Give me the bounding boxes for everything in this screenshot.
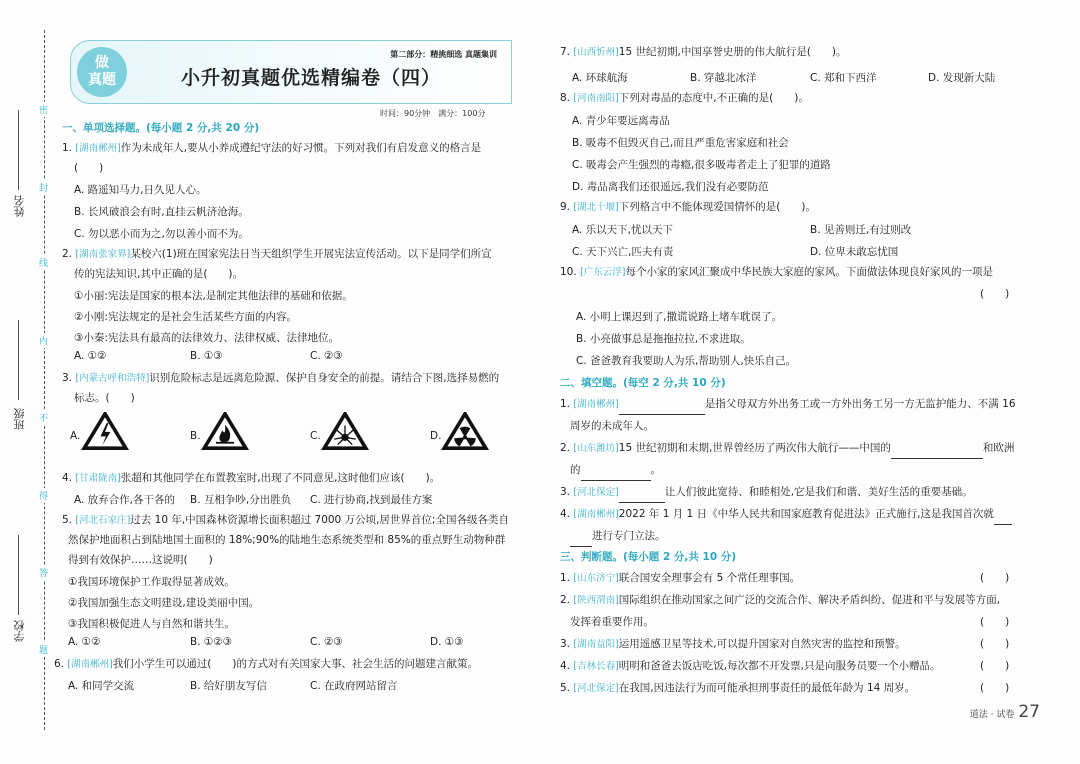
- option-b[interactable]: B. 小亮做事总是拖拖拉拉,不求进取。: [576, 333, 751, 345]
- question-6: 6. [湖南郴州]我们小学生可以通过( )的方式对有关国家大事、社会生活的问题建言献策。: [54, 658, 478, 670]
- class-label: 班级: [13, 408, 26, 430]
- statement-3: ③我国积极促进人与自然和谐共生。: [68, 618, 235, 630]
- option-d[interactable]: D. ①③: [430, 636, 464, 648]
- option-c[interactable]: C. 天下兴亡,匹夫有责: [572, 246, 674, 258]
- electric-hazard-icon[interactable]: [80, 412, 130, 450]
- question-3-line2: 标志。( ): [74, 392, 135, 404]
- option-c[interactable]: C. 勿以恶小而为之,勿以善小而不为。: [74, 228, 249, 240]
- judge-4: 4. [吉林长春]明明和爸爸去饭店吃饭,每次都不开发票,只是向服务员要一个小赠品。: [560, 660, 941, 672]
- answer-blank[interactable]: [570, 526, 592, 547]
- binding-strip: [0, 0, 60, 764]
- source-tag: [内蒙古呼和浩特]: [75, 373, 150, 384]
- school-label: 学校: [13, 620, 26, 642]
- source-tag: [山东潍坊]: [573, 443, 619, 454]
- source-tag: [广东云浮]: [580, 267, 626, 278]
- source-tag: [陕西渭南]: [573, 595, 619, 606]
- explosive-icon[interactable]: [320, 412, 370, 450]
- seal-char: 题: [39, 642, 48, 657]
- seal-char: 内: [39, 333, 48, 348]
- judge-5: 5. [河北保定]在我国,因违法行为而可能承担刑事责任的最低年龄为 14 周岁。: [560, 682, 916, 694]
- answer-paren[interactable]: ( ): [980, 288, 1010, 300]
- option-c[interactable]: C. 进行协商,找到最佳方案: [310, 494, 433, 506]
- fill-4-line2: 进行专门立法。: [570, 526, 666, 547]
- option-d[interactable]: D. 发现新大陆: [928, 72, 996, 84]
- answer-paren[interactable]: ( ): [74, 162, 104, 174]
- option-b[interactable]: B. 长风破浪会有时,直挂云帆济沧海。: [74, 206, 249, 218]
- paper-header: [70, 40, 512, 104]
- question-2-line2: 传的宪法知识,其中正确的是( )。: [74, 268, 244, 280]
- answer-blank[interactable]: [891, 438, 983, 459]
- fill-3: 3. [河北保定] 让人们彼此宽待、和睦相处,它是我们和谐、美好生活的重要基础。: [560, 482, 973, 503]
- option-a[interactable]: A. ①②: [68, 636, 101, 648]
- source-tag: [湖北十堰]: [573, 202, 619, 213]
- section-title: 二、填空题。(每空 2 分,共 10 分): [560, 377, 726, 389]
- option-b[interactable]: B. 见善则迁,有过则改: [810, 224, 912, 236]
- seal-char: 不: [39, 410, 48, 425]
- option-a[interactable]: A. 和同学交流: [68, 680, 135, 692]
- option-a[interactable]: A.: [70, 430, 81, 442]
- seal-char: 密: [39, 102, 48, 117]
- statement-2: ②我国加强生态文明建设,建设美丽中国。: [68, 597, 260, 609]
- source-tag: [湖南郴州]: [573, 509, 619, 520]
- fill-1: 1. [湖南郴州] 是指父母双方外出务工或一方外出务工另一方无监护能力、不满 16: [560, 394, 1016, 415]
- source-tag: [湖南郴州]: [67, 659, 113, 670]
- question-8: 8. [河南南阳]下列对毒品的态度中,不正确的是( )。: [560, 92, 809, 104]
- option-d[interactable]: D.: [430, 430, 442, 442]
- question-4: 4. [甘肃陇南]张超和其他同学在布置教室时,出现了不同意见,这时他们应该( )。: [62, 472, 441, 484]
- name-line[interactable]: [18, 110, 19, 190]
- question-1: 1. [湖南郴州]作为未成年人,要从小养成遵纪守法的好习惯。下列对我们有启发意义的格言是: [62, 142, 482, 154]
- option-c[interactable]: C. 在政府网站留言: [310, 680, 398, 692]
- statement-1: ①小丽:宪法是国家的根本法,是制定其他法律的基础和依据。: [74, 290, 353, 302]
- badge-bottom: 真题: [88, 72, 116, 88]
- fill-2: 2. [山东潍坊]15 世纪初期和末期,世界曾经历了两次伟大航行——中国的 和欧洲: [560, 438, 1014, 459]
- source-tag: [河北保定]: [573, 487, 619, 498]
- option-b[interactable]: B. ①②③: [190, 636, 233, 648]
- option-a[interactable]: A. 乐以天下,忧以天下: [572, 224, 674, 236]
- answer-paren[interactable]: ( ): [980, 682, 1010, 694]
- option-c[interactable]: C.: [310, 430, 321, 442]
- answer-paren[interactable]: ( ): [980, 572, 1010, 584]
- source-tag: [河北保定]: [573, 683, 619, 694]
- part-label: 第二部分：精挑细选 真题集训: [390, 50, 497, 59]
- header-badge: [77, 47, 127, 97]
- answer-blank[interactable]: [581, 460, 651, 481]
- fill-4: 4. [湖南郴州]2022 年 1 月 1 日《中华人民共和国家庭教育促进法》正式施行,这是我国首次就: [560, 504, 1012, 525]
- seal-char: 得: [39, 488, 48, 503]
- option-a[interactable]: A. 放弃合作,各干各的: [74, 494, 176, 506]
- answer-paren[interactable]: ( ): [980, 616, 1010, 628]
- statement-2: ②小刚:宪法规定的是社会生活某些方面的内容。: [74, 311, 297, 323]
- statement-1: ①我国环境保护工作取得显著成效。: [68, 576, 235, 588]
- page-number: 27: [1018, 702, 1040, 722]
- option-b[interactable]: B. 互相争吵,分出胜负: [190, 494, 292, 506]
- source-tag: [河北石家庄]: [75, 515, 131, 526]
- seal-char: 线: [39, 255, 48, 270]
- judge-1: 1. [山东济宁]联合国安全理事会有 5 个常任理事国。: [560, 572, 801, 584]
- page-footer: [970, 702, 1040, 722]
- question-7: 7. [山西忻州]15 世纪初期,中国享誉史册的伟大航行是( )。: [560, 46, 847, 58]
- source-tag: [甘肃陇南]: [75, 473, 121, 484]
- source-tag: [湖南益阳]: [573, 639, 619, 650]
- option-c[interactable]: C. ②③: [310, 350, 343, 362]
- question-5: 5. [河北石家庄]过去 10 年,中国森林资源增长面积超过 7000 万公顷,居世界首位;全国各级各类自: [62, 514, 509, 526]
- source-tag: [湖南张家界]: [75, 249, 131, 260]
- option-d[interactable]: D. 位卑未敢忘忧国: [810, 246, 899, 258]
- page-title: 小升初真题优选精编卷（四）: [181, 67, 442, 89]
- option-c[interactable]: C. 郑和下西洋: [810, 72, 877, 84]
- option-a[interactable]: A. 路遥知马力,日久见人心。: [74, 184, 207, 196]
- radiation-icon[interactable]: [440, 412, 490, 450]
- source-tag: [吉林长春]: [573, 661, 619, 672]
- source-tag: [山东济宁]: [573, 573, 619, 584]
- answer-blank[interactable]: [994, 504, 1012, 525]
- section-title: 一、单项选择题。(每小题 2 分,共 20 分): [62, 122, 260, 134]
- flammable-icon[interactable]: [200, 412, 250, 450]
- fill-1-line2: 周岁的未成年人。: [570, 420, 654, 432]
- seal-char: 答: [39, 565, 48, 580]
- question-5-line3: 得到有效保护……这说明( ): [68, 554, 213, 566]
- fill-2-line2: 的 。: [570, 460, 661, 481]
- option-c[interactable]: C. 吸毒会产生强烈的毒瘾,很多吸毒者走上了犯罪的道路: [572, 159, 831, 171]
- seal-char: 封: [39, 180, 48, 195]
- name-label: 姓名: [13, 195, 26, 217]
- class-line[interactable]: [18, 320, 19, 400]
- question-10: 10. [广东云浮]每个小家的家风汇聚成中华民族大家庭的家风。下面做法体现良好家风的一项是: [560, 266, 993, 278]
- option-d[interactable]: D. 毒品离我们还很遥远,我们没有必要防范: [572, 181, 769, 193]
- option-b[interactable]: B. 吸毒不但毁灭自己,而且严重危害家庭和社会: [572, 137, 789, 149]
- question-9: 9. [湖北十堰]下列格言中不能体现爱国情怀的是( )。: [560, 201, 816, 213]
- question-3: 3. [内蒙古呼和浩特]识别危险标志是远离危险源、保护自身安全的前提。请结合下图,选择易燃的: [62, 372, 500, 384]
- answer-paren[interactable]: ( ): [980, 660, 1010, 672]
- footer-label: 道法 · 试卷: [969, 710, 1015, 720]
- judge-2: 2. [陕西渭南]国际组织在推动国家之间广泛的交流合作、解决矛盾纠纷、促进和平与发展等方面,: [560, 594, 1001, 606]
- answer-blank[interactable]: [619, 482, 665, 503]
- answer-blank[interactable]: [619, 394, 705, 415]
- school-line[interactable]: [18, 535, 19, 615]
- seal-line: [44, 30, 45, 730]
- statement-3: ③小秦:宪法具有最高的法律效力、法律权威、法律地位。: [74, 332, 339, 344]
- judge-3: 3. [湖南益阳]运用遥感卫星等技术,可以提升国家对自然灾害的监控和预警。: [560, 638, 906, 650]
- option-a[interactable]: A. 小明上课迟到了,撒谎说路上堵车耽误了。: [576, 311, 783, 323]
- option-a[interactable]: A. ①②: [74, 350, 107, 362]
- option-b[interactable]: B. ①③: [190, 350, 223, 362]
- badge-top: 做: [95, 55, 109, 71]
- source-tag: [河南南阳]: [573, 93, 619, 104]
- answer-paren[interactable]: ( ): [980, 638, 1010, 650]
- exam-meta: 时间：90分钟 满分：100分: [380, 109, 486, 118]
- source-tag: [山西忻州]: [573, 47, 619, 58]
- option-b[interactable]: B. 穿越北冰洋: [690, 72, 757, 84]
- option-c[interactable]: C. 爸爸教育我要助人为乐,帮助别人,快乐自己。: [576, 355, 797, 367]
- option-b[interactable]: B.: [190, 430, 201, 442]
- question-2: 2. [湖南张家界]某校六(1)班在国家宪法日当天组织学生开展宪法宣传活动。以下是同学们所宣: [62, 248, 492, 260]
- source-tag: [湖南郴州]: [573, 399, 619, 410]
- section-title: 三、判断题。(每小题 2 分,共 10 分): [560, 551, 737, 563]
- question-5-line2: 然保护地面积占到陆地国土面积的 18%;90%的陆地生态系统类型和 85%的重点野生动物种群: [68, 534, 506, 546]
- judge-2-line2: 发挥着重要作用。: [570, 616, 654, 628]
- option-b[interactable]: B. 给好朋友写信: [190, 680, 267, 692]
- option-c[interactable]: C. ②③: [310, 636, 343, 648]
- option-a[interactable]: A. 环球航海: [572, 72, 628, 84]
- source-tag: [湖南郴州]: [75, 143, 121, 154]
- option-a[interactable]: A. 青少年要远离毒品: [572, 115, 670, 127]
